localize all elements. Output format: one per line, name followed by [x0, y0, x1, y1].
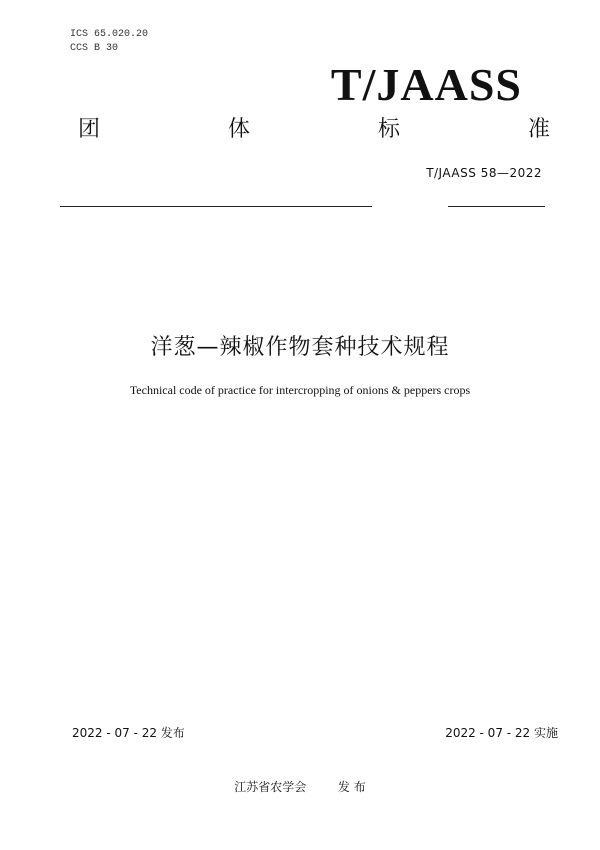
issuer-name: 江苏省农学会 — [234, 780, 307, 794]
standard-brand: T/JAASS — [330, 59, 522, 110]
issuer-line — [0, 778, 600, 795]
document-title-english: Technical code of practice for intercropping of onions & peppers crops — [129, 383, 471, 397]
header-divider-left — [60, 206, 372, 207]
standard-type-char: 准 — [527, 117, 550, 142]
ics-code: ICS 65.020.20 — [70, 29, 149, 40]
issue-date: 2022 - 07 - 22 发布 — [72, 726, 185, 740]
implementation-date: 2022 - 07 - 22 实施 — [445, 726, 558, 740]
classification-codes — [70, 28, 148, 56]
issuer-action: 发 布 — [337, 780, 366, 794]
ccs-code: CCS B 30 — [70, 43, 119, 54]
standard-type-char: 标 — [377, 117, 400, 142]
header-divider-right — [448, 206, 545, 207]
standard-type-char: 团 — [78, 117, 101, 142]
standard-type-char: 体 — [227, 117, 250, 142]
standard-type — [78, 116, 550, 144]
standard-number: T/JAASS 58—2022 — [426, 166, 542, 180]
document-title-chinese: 洋葱—辣椒作物套种技术规程 — [150, 335, 450, 360]
